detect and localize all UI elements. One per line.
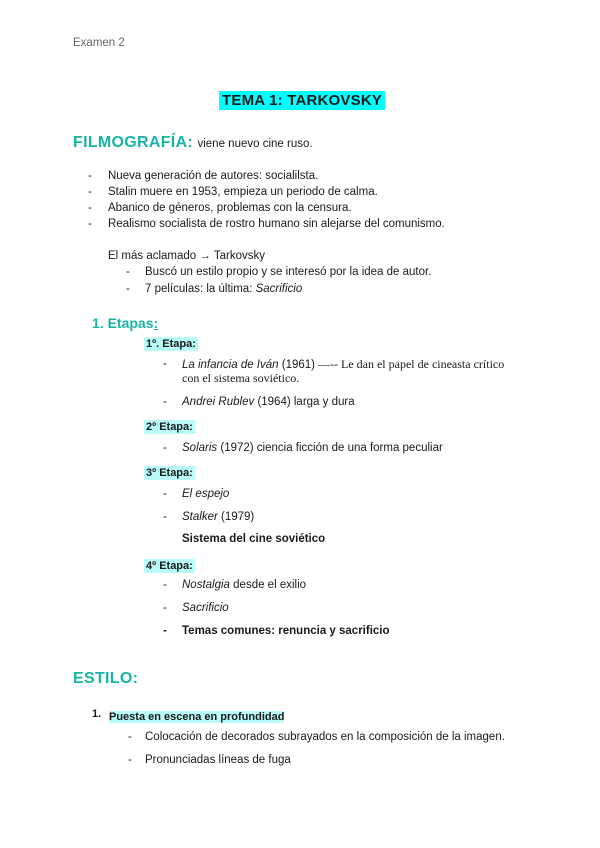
list-item: - (163, 488, 167, 500)
list-item-text: Realismo socialista de rostro humano sin alejarse del comunismo. (108, 218, 445, 230)
etapas-colon: : (153, 315, 159, 331)
list-item: - (163, 511, 167, 523)
film-year: (1961) (281, 359, 315, 371)
filmografia-section (73, 134, 313, 152)
list-item-text: Buscó un estilo propio y se interesó por la idea de autor. (145, 266, 432, 278)
estilo-item-number: 1. (92, 708, 102, 720)
filmografia-heading: FILMOGRAFÍA: (73, 134, 194, 151)
list-item-text: Colocación de decorados subrayados en la composición de la imagen. (145, 731, 505, 743)
film-year: (1979) (221, 511, 255, 523)
list-item: - (163, 358, 167, 370)
list-item: - (163, 625, 167, 637)
list-item-text (145, 282, 302, 296)
etapas-heading: 1. Etapas (92, 315, 154, 331)
film-title: Sacrificio (182, 602, 229, 614)
film-title: Andrei Rublev (182, 396, 255, 408)
list-item: - (88, 170, 92, 182)
list-item-text (182, 578, 306, 592)
etapas-heading-wrap (92, 315, 158, 333)
list-item: - (163, 579, 167, 591)
list-item: - (163, 396, 167, 408)
list-item-text (182, 441, 443, 455)
list-item-text: Abanico de géneros, problemas con la censura. (108, 202, 352, 214)
etapa-3-label: 3º Etapa: (146, 467, 193, 479)
etapa-4-label: 4º Etapa: (146, 560, 193, 572)
page-title: TEMA 1: TARKOVSKY (219, 91, 385, 110)
film-year: desde el exilio (233, 579, 307, 591)
list-item: - (163, 602, 167, 614)
film-title: Stalker (182, 511, 218, 523)
aclamado-line: El más aclamado → Tarkovsky (108, 250, 266, 262)
film-year: (1972) ciencia ficción de una forma peculiar (220, 442, 443, 454)
estilo-heading: ESTILO: (73, 670, 139, 687)
film-title: Solaris (182, 442, 218, 454)
etapa-4-note: Temas comunes: renuncia y sacrificio (182, 625, 390, 637)
list-item: - (88, 218, 92, 230)
list-item: - (88, 186, 92, 198)
film-note: —-- Le dan el papel de cineasta crítico (315, 357, 505, 371)
ultima-title: Sacrificio (255, 283, 303, 295)
list-item: - (126, 283, 130, 295)
film-year: (1964) larga y dura (257, 396, 355, 408)
list-item-text (182, 357, 542, 372)
list-item-text: Pronunciadas líneas de fuga (145, 754, 291, 766)
page-header: Examen 2 (73, 37, 125, 49)
list-item-text (182, 510, 254, 524)
list-item: - (128, 731, 132, 743)
list-item-text (182, 395, 355, 409)
list-item-text: Stalin muere en 1953, empieza un periodo de calma. (108, 186, 378, 198)
list-item: - (88, 202, 92, 214)
list-item: - (126, 266, 130, 278)
list-item-text: Nueva generación de autores: socialilsta. (108, 170, 319, 182)
ultima-prefix: 7 películas: la última: (145, 283, 253, 295)
etapa-1-label: 1º. Etapa: (146, 338, 196, 350)
etapa-2-label: 2º Etapa: (146, 421, 193, 433)
film-note-cont: con el sistema soviético. (182, 371, 300, 385)
estilo-item-1: Puesta en escena en profundidad (109, 711, 285, 723)
list-item: - (163, 442, 167, 454)
filmografia-subtitle: viene nuevo cine ruso. (197, 138, 313, 150)
etapa-3-note: Sistema del cine soviético (182, 533, 326, 545)
film-title: Nostalgia (182, 579, 230, 591)
list-item: - (128, 754, 132, 766)
film-title: La infancia de Iván (182, 359, 279, 371)
film-title: El espejo (182, 488, 230, 500)
